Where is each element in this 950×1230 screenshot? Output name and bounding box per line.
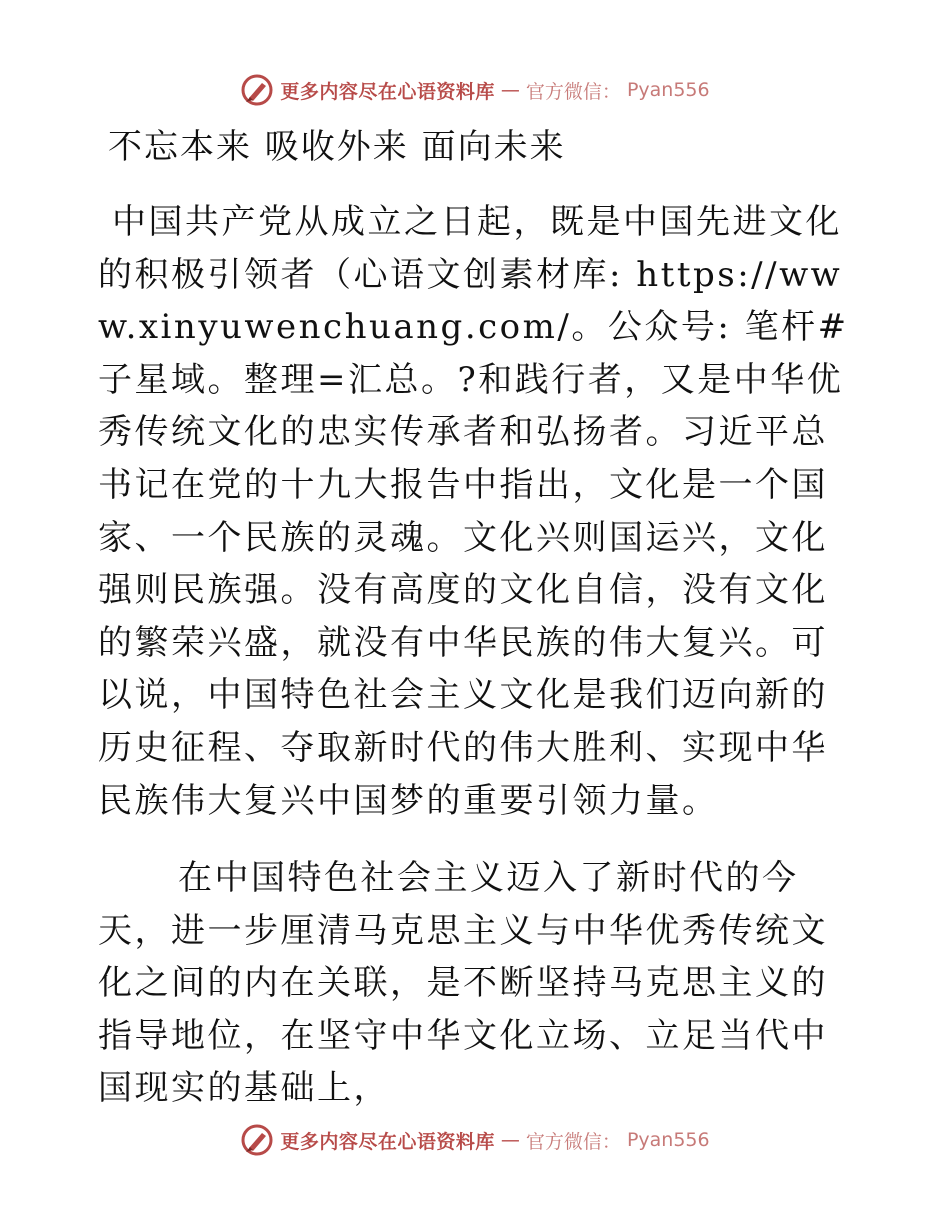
header-banner-separator: — (500, 79, 520, 101)
paragraph-1: 中国共产党从成立之日起，既是中国先进文化的积极引领者（心语文创素材库: https://www.xinyuwenchuang.com/。公众号: 笔杆#子星域。整理=汇总。?和践行者，又是中华优秀传统文化的忠实传承者和弘扬者。习近平总书记在党的十九大报告中指出，文化是一个国家、一个民族的灵魂。文化兴则国运兴，文化强则民族强。没有高度的文化自信，没有文化的繁荣兴盛，就没有中华民族的伟大复兴。可以说，中国特色社会主义文化是我们迈向新的历史征程、夺取新时代的伟大胜利、实现中华民族伟大复兴中国梦的重要引领力量。 (98, 202, 849, 821)
footer-banner (0, 1120, 950, 1160)
header-wechat-id: Pyan556 (626, 79, 710, 101)
footer-banner-text: 更多内容尽在心语资料库 (280, 1130, 495, 1153)
header-banner (0, 70, 950, 110)
paragraph-2: 在中国特色社会主义迈入了新时代的今天，进一步厘清马克思主义与中华优秀传统文化之间的内在关联，是不断坚持马克思主义的指导地位，在坚守中华文化立场、立足当代中国现实的基础上， (98, 858, 828, 1109)
document-title: 不忘本来 吸收外来 面向未来 (108, 127, 566, 167)
header-banner-text: 更多内容尽在心语资料库 (280, 80, 495, 103)
footer-wechat-id: Pyan556 (626, 1129, 710, 1151)
header-wechat-label: 官方微信： (525, 80, 621, 103)
header-banner-content (240, 73, 709, 107)
pen-logo-icon (240, 73, 274, 107)
footer-banner-content (240, 1123, 709, 1157)
footer-banner-separator: — (500, 1129, 520, 1151)
footer-wechat-label: 官方微信： (525, 1130, 621, 1153)
pen-logo-icon (240, 1123, 274, 1157)
